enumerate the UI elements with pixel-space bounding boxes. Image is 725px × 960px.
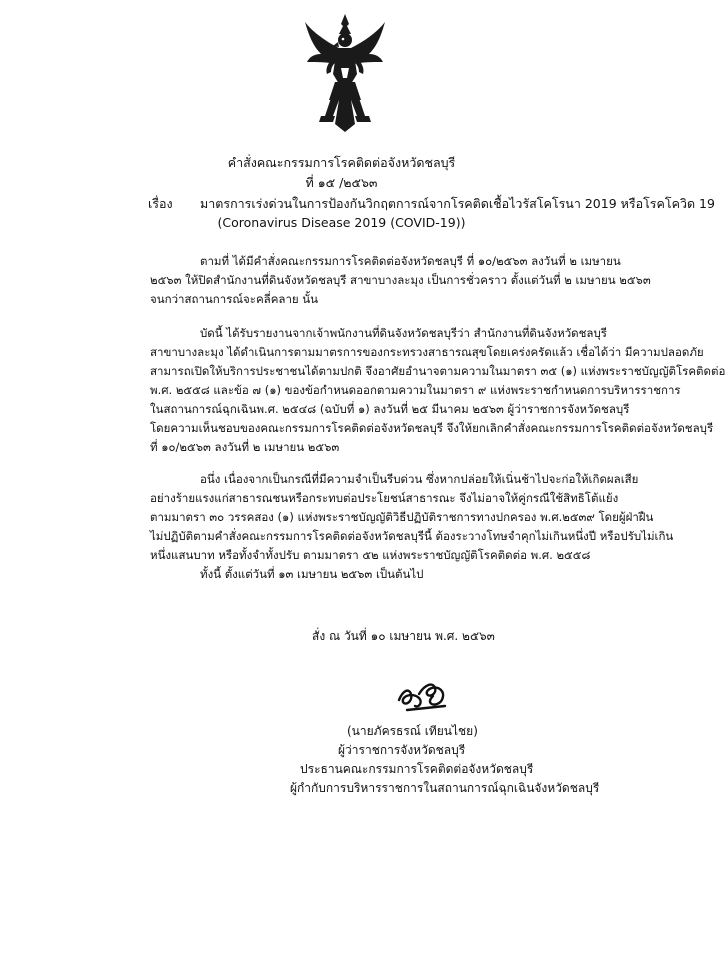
body-line: หนึ่งแสนบาท หรือทั้งจำทั้งปรับ ตามมาตรา ๕๒ แห่งพระราชบัญญัติโรคติดต่อ พ.ศ. ๒๕๕๘	[150, 548, 591, 562]
subject-text: มาตรการเร่งด่วนในการป้องกันวิกฤตการณ์จากโรคติดเชื้อไวรัสโคโรนา 2019 หรือโรคโควิด 19	[200, 196, 715, 211]
body-line: อนึ่ง เนื่องจากเป็นกรณีที่มีความจำเป็นรีบด่วน ซึ่งหากปล่อยให้เนิ่นช้าไปจะก่อให้เกิดผลเสีย	[200, 472, 639, 486]
signer-title-chairman: ประธานคณะกรรมการโรคติดต่อจังหวัดชลบุรี	[300, 762, 534, 776]
order-date: สั่ง ณ วันที่ ๑๐ เมษายน พ.ศ. ๒๕๖๓	[312, 629, 495, 643]
effective-date-line: ทั้งนี้ ตั้งแต่วันที่ ๑๓ เมษายน ๒๕๖๓ เป็นต้นไป	[200, 567, 424, 581]
paragraph-2	[150, 324, 725, 457]
body-line: อย่างร้ายแรงแก่สาธารณชนหรือกระทบต่อประโยชน์สาธารณะ จึงไม่อาจให้คู่กรณีใช้สิทธิโต้แย้ง	[150, 491, 619, 505]
paragraph-1	[150, 252, 651, 309]
subject-english: (Coronavirus Disease 2019 (COVID-19))	[217, 215, 466, 230]
paragraph-3	[150, 470, 674, 584]
body-line: ตามมาตรา ๓๐ วรรคสอง (๑) แห่งพระราชบัญญัติวิธีปฏิบัติราชการทางปกครอง พ.ศ.๒๕๓๙ โดยผู้ฝ่าฝืน	[150, 510, 654, 524]
signature-mark	[393, 676, 451, 716]
body-line: โดยความเห็นชอบของคณะกรรมการโรคติดต่อจังหวัดชลบุรี จึงให้ยกเลิกคำสั่งคณะกรรมการโรคติดต่อจังหวัดชลบุรี	[150, 421, 714, 435]
body-line: สาขาบางละมุง ได้ดำเนินการตามมาตรการของกระทรวงสาธารณสุขโดยเคร่งครัดแล้ว เชื่อได้ว่า มีความปลอดภัย	[150, 345, 704, 359]
order-number: ที่ ๑๕ /๒๕๖๓	[305, 175, 378, 190]
signer-name: (นายภัครธรณ์ เทียนไชย)	[347, 724, 478, 738]
body-line: ที่ ๑๐/๒๕๖๓ ลงวันที่ ๒ เมษายน ๒๕๖๓	[150, 440, 340, 454]
body-line: ไม่ปฏิบัติตามคำสั่งคณะกรรมการโรคติดต่อจังหวัดชลบุรีนี้ ต้องระวางโทษจำคุกไม่เกินหนึ่งปี หรือปรับไม่เกิน	[150, 529, 674, 543]
signer-title-governor: ผู้ว่าราชการจังหวัดชลบุรี	[338, 743, 466, 757]
body-line: ๒๕๖๓ ให้ปิดสำนักงานที่ดินจังหวัดชลบุรี สาขาบางละมุง เป็นการชั่วคราว ตั้งแต่วันที่ ๒ เมษายน ๒๕๖๓	[150, 273, 651, 287]
body-line: ในสถานการณ์ฉุกเฉินพ.ศ. ๒๕๔๘ (ฉบับที่ ๑) ลงวันที่ ๒๕ มีนาคม ๒๕๖๓ ผู้ว่าราชการจังหวัดชลบุรี	[150, 402, 630, 416]
body-line: สามารถเปิดให้บริการประชาชนได้ตามปกติ จึงอาศัยอำนาจตามความในมาตรา ๓๕ (๑) แห่งพระราชบัญญัติโรคติดต่อ	[150, 364, 725, 378]
subject-line	[148, 195, 715, 212]
subject-label: เรื่อง	[148, 196, 173, 211]
order-title: คำสั่งคณะกรรมการโรคติดต่อจังหวัดชลบุรี	[227, 155, 456, 170]
body-line: จนกว่าสถานการณ์จะคลี่คลาย นั้น	[150, 292, 319, 306]
signer-title-emergency: ผู้กำกับการบริหารราชการในสถานการณ์ฉุกเฉินจังหวัดชลบุรี	[290, 781, 600, 795]
body-line: บัดนี้ ได้รับรายงานจากเจ้าพนักงานที่ดินจังหวัดชลบุรีว่า สำนักงานที่ดินจังหวัดชลบุรี	[200, 326, 607, 340]
body-line: ตามที่ ได้มีคำสั่งคณะกรรมการโรคติดต่อจังหวัดชลบุรี ที่ ๑๐/๒๕๖๓ ลงวันที่ ๒ เมษายน	[200, 254, 621, 268]
body-line: พ.ศ. ๒๕๕๘ และข้อ ๗ (๑) ของข้อกำหนดออกตามความในมาตรา ๙ แห่งพระราชกำหนดการบริหารราชการ	[150, 383, 681, 397]
garuda-emblem-icon	[303, 12, 387, 134]
